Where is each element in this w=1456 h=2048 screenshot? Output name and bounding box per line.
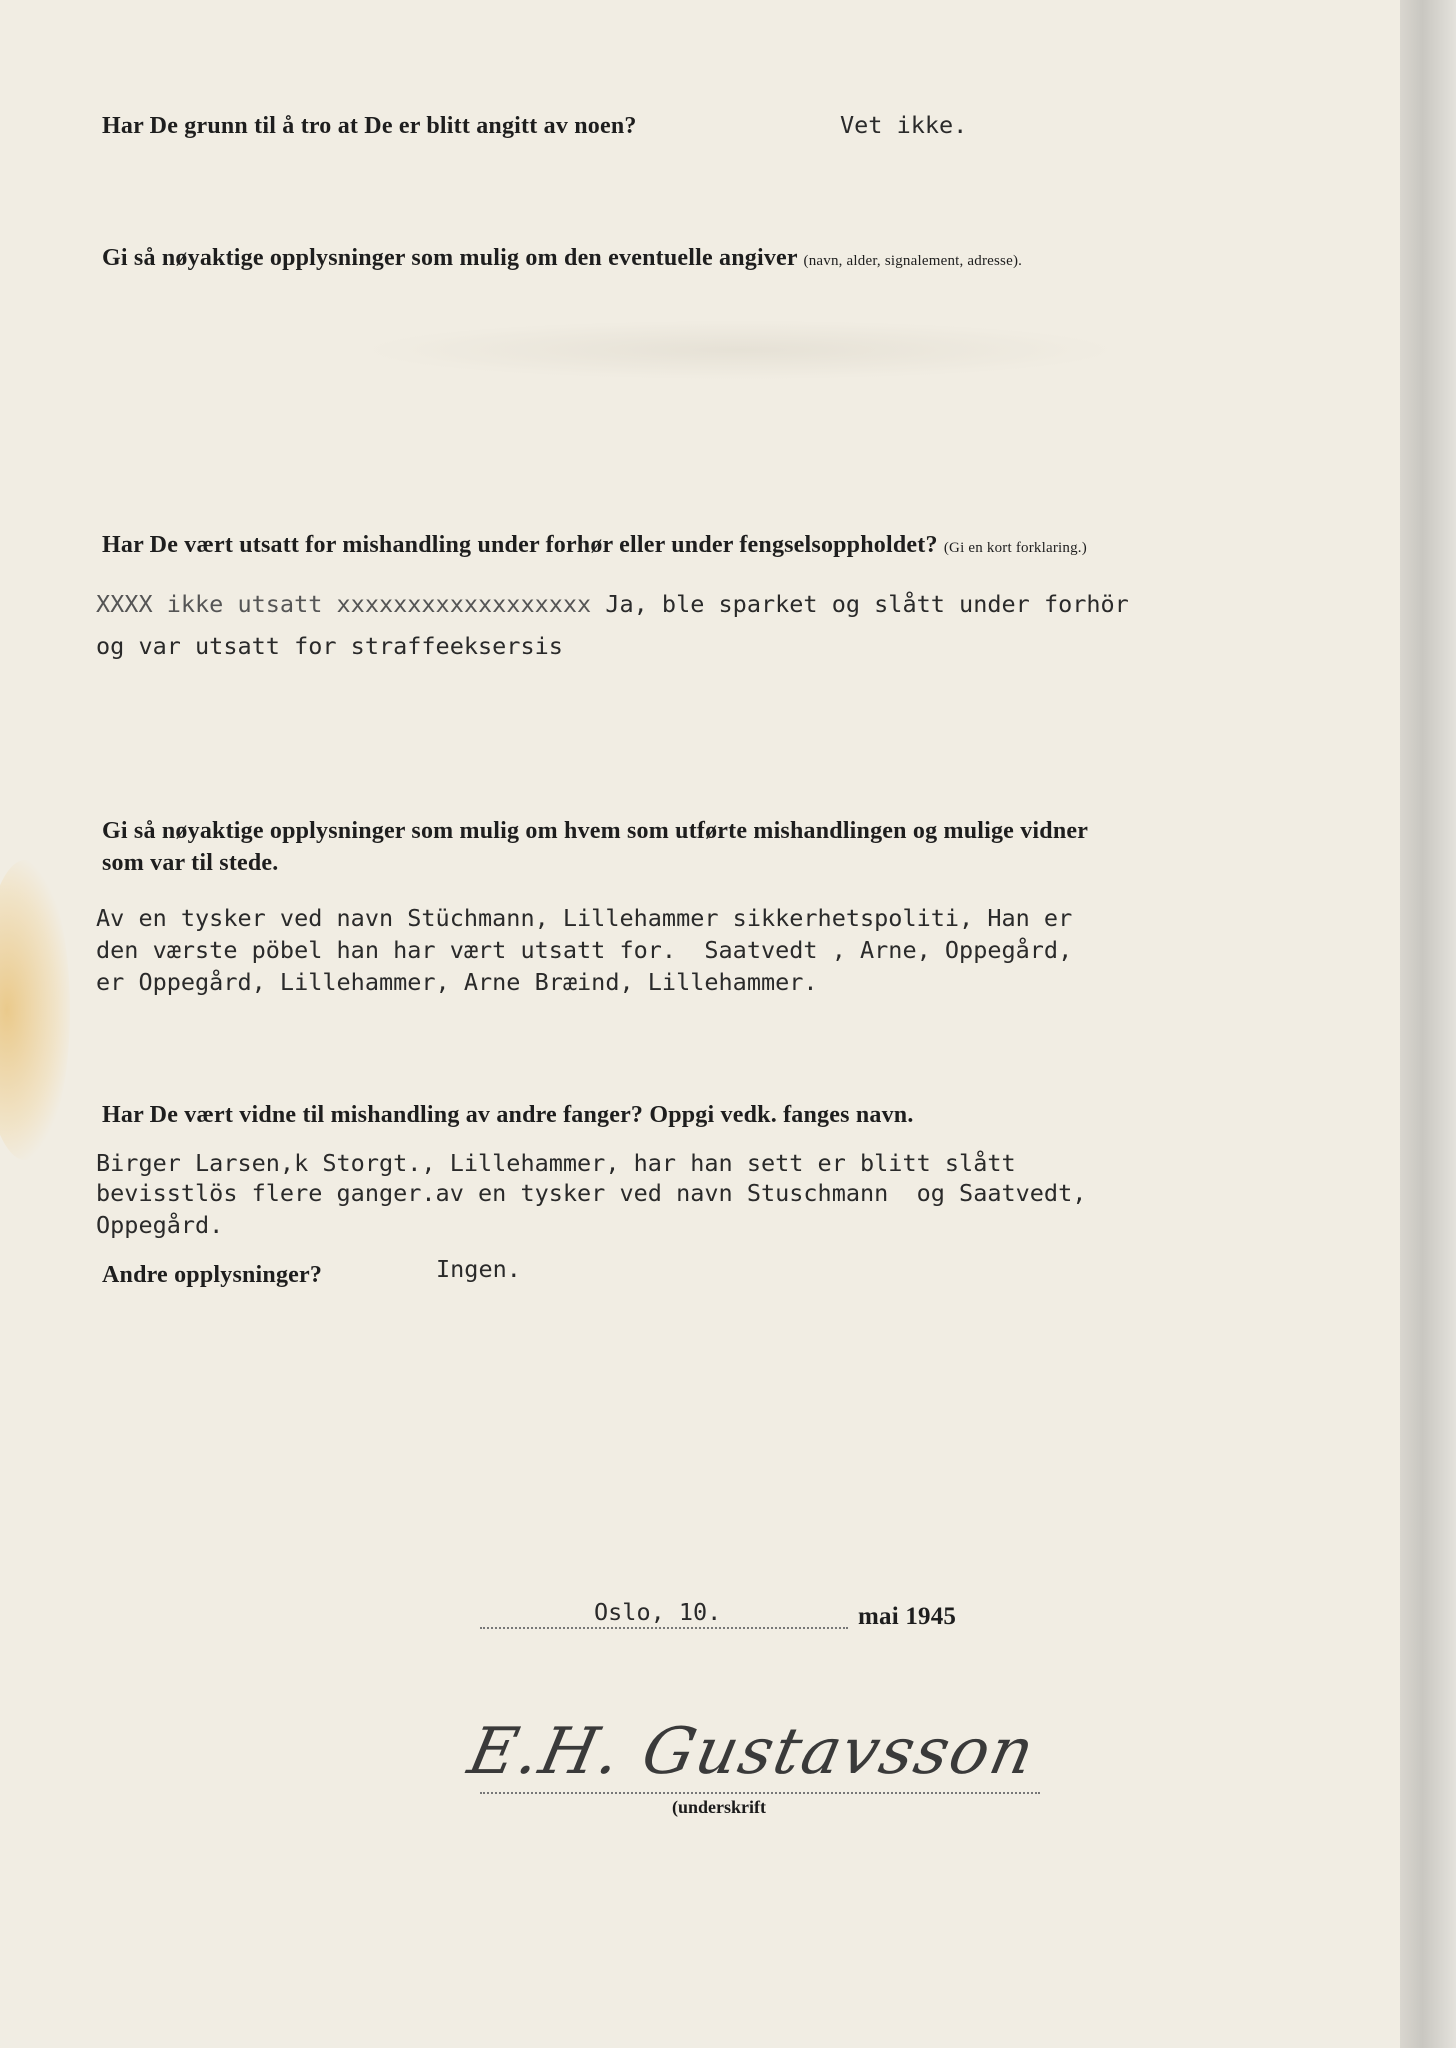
page-edge: [1400, 0, 1456, 2048]
question-utforte-line2: som var til stede.: [102, 850, 279, 876]
answer-angitt: Vet ikke.: [840, 111, 968, 139]
struck-out-text: XXXX ikke utsatt xxxxxxxxxxxxxxxxxx: [96, 590, 592, 618]
question-angitt: Har De grunn til å tro at De er blitt angitt av noen?: [102, 113, 637, 139]
question-mishandling: Har De vært utsatt for mishandling under forhør eller under fengselsoppholdet? (Gi en kort forklaring.): [102, 532, 1087, 558]
answer-mishandling-line2: og var utsatt for straffeeksersis: [96, 632, 563, 660]
answer-utforte-line1: Av en tysker ved navn Stüchmann, Lillehammer sikkerhetspoliti, Han er: [96, 904, 1073, 932]
question-vidne: Har De vært vidne til mishandling av andre fanger? Oppgi vedk. fanges navn.: [102, 1102, 914, 1128]
month-year: mai 1945: [858, 1603, 957, 1630]
signature: E.H. Gustavsson: [462, 1715, 1043, 1789]
answer-andre: Ingen.: [436, 1255, 521, 1283]
place-date: Oslo, 10.: [594, 1598, 722, 1626]
answer-utforte-line3: er Oppegård, Lillehammer, Arne Bræind, Lillehammer.: [96, 968, 818, 996]
answer-utforte-line2: den værste pöbel han har vært utsatt for. Saatvedt , Arne, Oppegård,: [96, 936, 1073, 964]
question-utforte: Gi så nøyaktige opplysninger som mulig om hvem som utførte mishandlingen og mulige vidner: [102, 818, 1089, 844]
answer-vidne-line3: Oppegård.: [96, 1211, 224, 1239]
answer-mishandling: XXXX ikke utsatt xxxxxxxxxxxxxxxxxx Ja, ble sparket og slått under forhör: [96, 590, 1129, 618]
question-angiver: Gi så nøyaktige opplysninger som mulig om den eventuelle angiver (navn, alder, signalement, adresse).: [102, 245, 1023, 271]
signature-line: [480, 1792, 1040, 1794]
water-stain: [0, 860, 70, 1160]
bleed-through-text: [360, 320, 1120, 380]
question-andre: Andre opplysninger?: [102, 1262, 323, 1288]
answer-vidne-line1: Birger Larsen,k Storgt., Lillehammer, har han sett er blitt slått: [96, 1149, 1016, 1177]
date-line: [480, 1627, 848, 1629]
answer-vidne-line2: bevisstlös flere ganger.av en tysker ved navn Stuschmann og Saatvedt,: [96, 1179, 1087, 1207]
signature-label: (underskrift: [672, 1797, 766, 1817]
